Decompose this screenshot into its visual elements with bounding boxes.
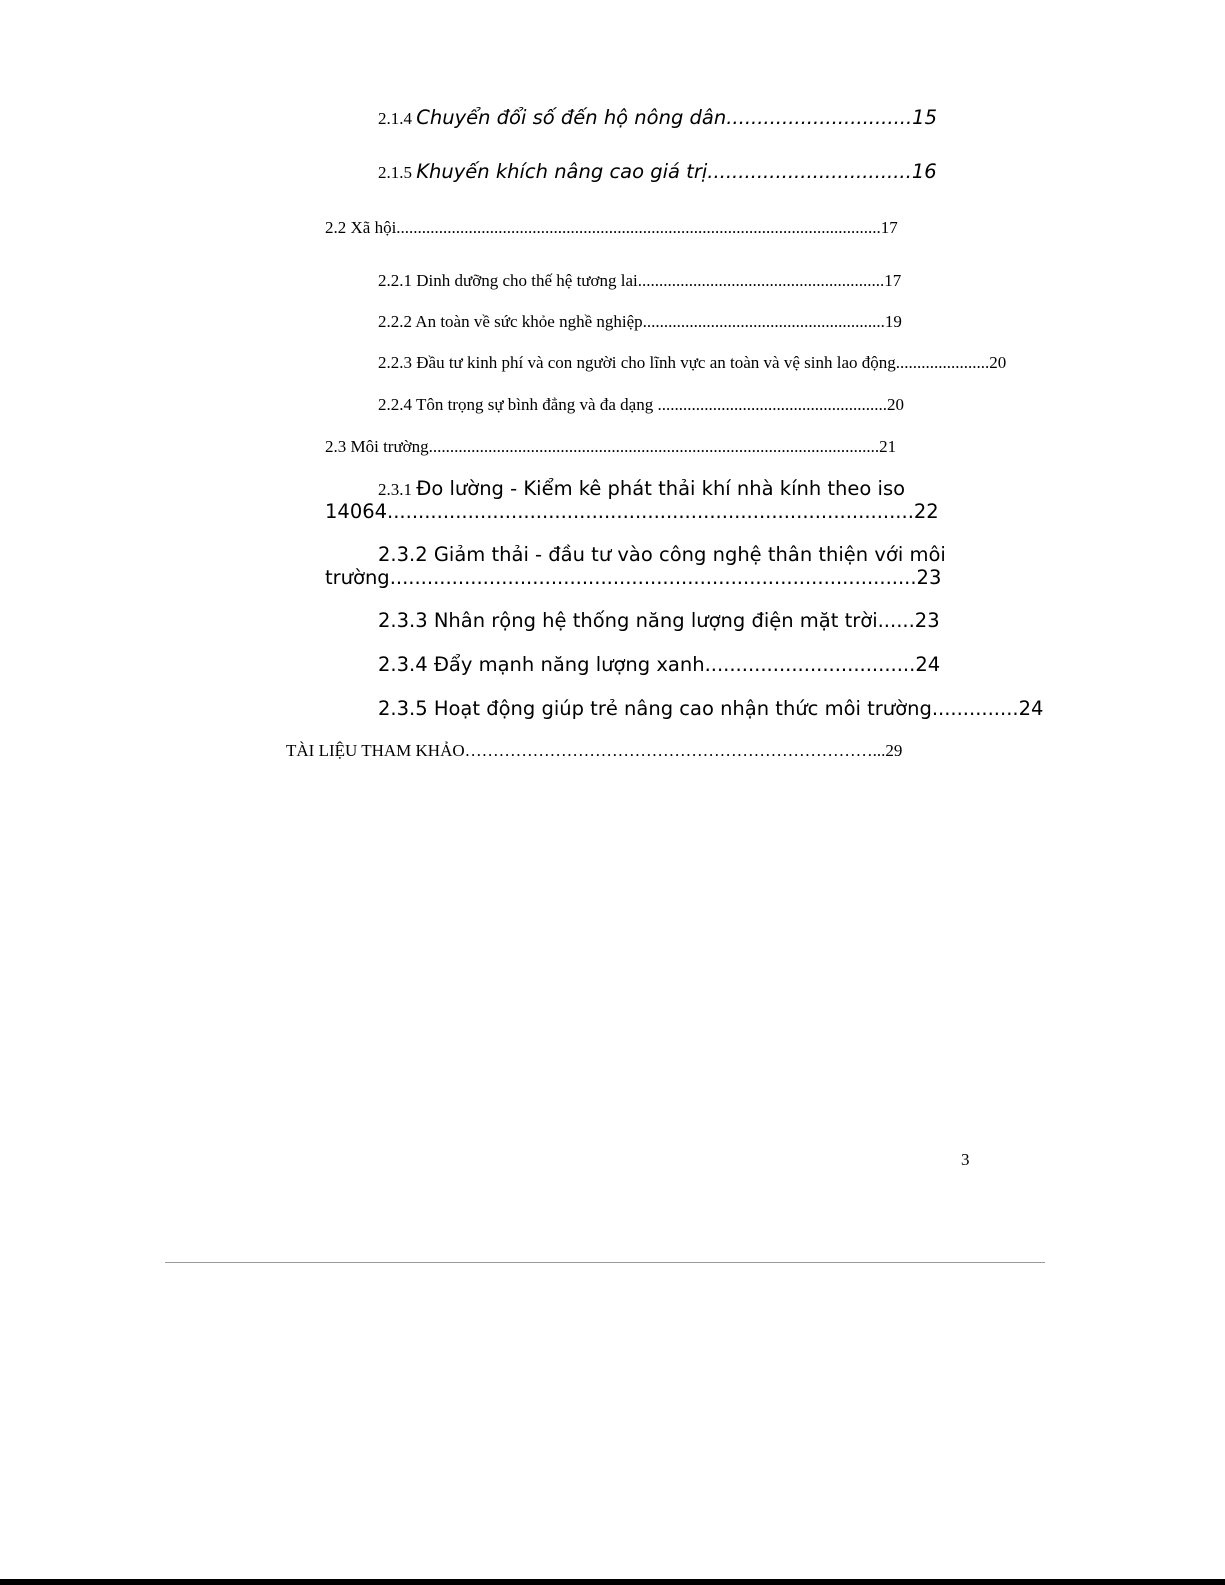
toc-entry-2-2-3[interactable]: 2.2.3 Đầu tư kinh phí và con người cho lĩnh vực an toàn và vệ sinh lao động......................20 — [378, 353, 1007, 372]
toc-entry-2-3-1-continued[interactable]: 14064.....................................................................................22 — [325, 500, 939, 523]
toc-entry-2-3-4[interactable]: 2.3.4 Đẩy mạnh năng lượng xanh..................................24 — [378, 653, 941, 676]
page-divider — [165, 1262, 1045, 1263]
toc-entry-2-1-4[interactable] — [378, 108, 937, 128]
toc-entry-2-3-2[interactable]: 2.3.2 Giảm thải - đầu tư vào công nghệ thân thiện với môi — [378, 543, 946, 566]
toc-entry-title: Khuyến khích nâng cao giá trị.................................16 — [416, 160, 937, 183]
toc-entry-number: 2.1.5 — [378, 163, 417, 182]
toc-entry-number: 2.1.4 — [378, 109, 417, 128]
toc-entry-2-3[interactable]: 2.3 Môi trường..........................................................................................................21 — [325, 437, 897, 456]
page-number: 3 — [961, 1150, 970, 1169]
toc-entry-2-3-5[interactable]: 2.3.5 Hoạt động giúp trẻ nâng cao nhận thức môi trường..............24 — [378, 697, 1044, 720]
toc-entry-2-2-1[interactable]: 2.2.1 Dinh dưỡng cho thế hệ tương lai..........................................................17 — [378, 271, 902, 290]
toc-entry-title: Chuyển đổi số đến hộ nông dân..............................15 — [416, 106, 937, 129]
toc-entry-2-2-2[interactable]: 2.2.2 An toàn về sức khỏe nghề nghiệp.........................................................19 — [378, 312, 902, 331]
bottom-edge-bar — [0, 1579, 1225, 1585]
toc-entry-2-3-1[interactable] — [378, 479, 905, 499]
toc-entry-title: Đo lường - Kiểm kê phát thải khí nhà kính theo iso — [416, 477, 906, 500]
toc-entry-2-2-4[interactable]: 2.2.4 Tôn trọng sự bình đẳng và đa dạng ......................................................20 — [378, 395, 904, 414]
toc-entry-number: 2.3.1 — [378, 480, 417, 499]
toc-entry-2-2[interactable]: 2.2 Xã hội..................................................................................................................17 — [325, 218, 898, 237]
toc-entry-2-3-2-continued[interactable]: trường.....................................................................................23 — [325, 566, 942, 589]
toc-entry-2-3-3[interactable]: 2.3.3 Nhân rộng hệ thống năng lượng điện mặt trời......23 — [378, 609, 940, 632]
toc-entry-references[interactable]: TÀI LIỆU THAM KHẢO………………………………………………………………...29 — [286, 741, 903, 760]
toc-entry-2-1-5[interactable] — [378, 162, 937, 182]
